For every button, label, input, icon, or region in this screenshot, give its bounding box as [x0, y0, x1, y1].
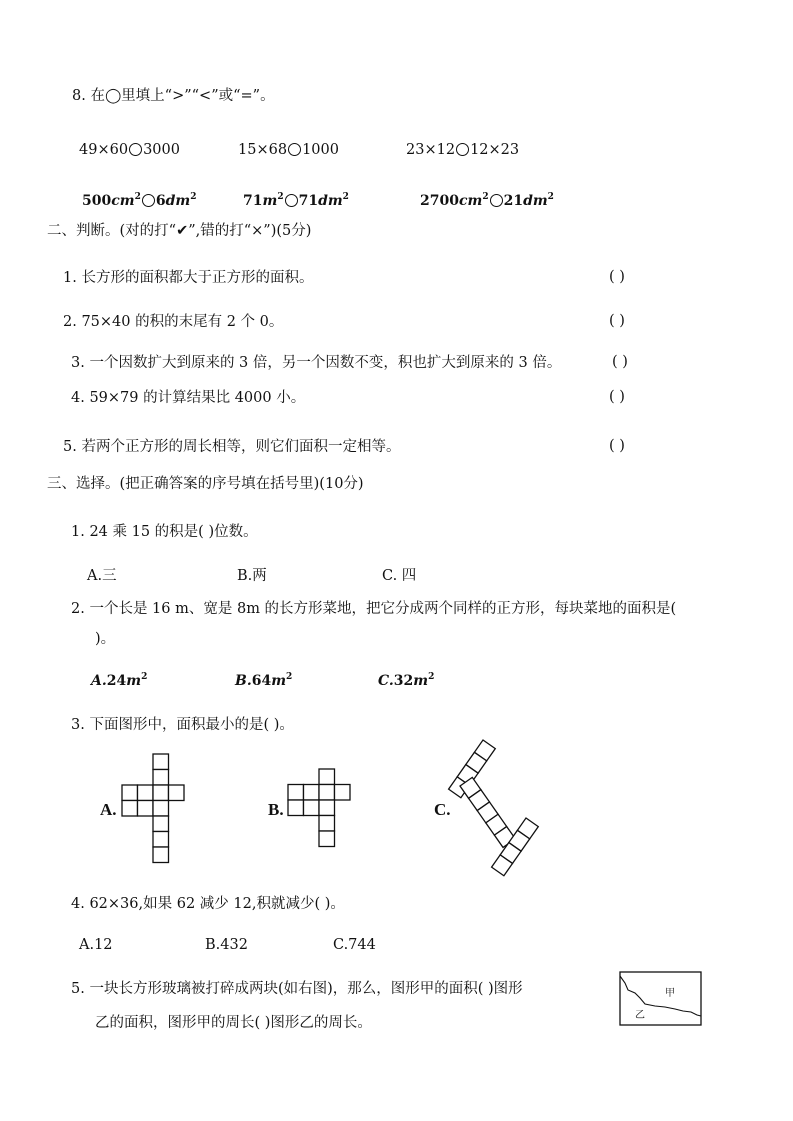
blank-circle[interactable]: [490, 194, 503, 207]
q8-compare-3: 23×12 12×23: [406, 142, 520, 158]
choice-q1-option-b: B.两: [237, 568, 267, 584]
grid-figure-b: [287, 768, 352, 848]
q8-compare-6: $2700cm^2$ $21dm^2$: [420, 192, 554, 209]
broken-glass-figure: [619, 971, 703, 1027]
choice-q1: 1. 24 乘 15 的积是( )位数。: [71, 524, 258, 540]
choice-q4-option-c: C.744: [333, 937, 376, 953]
choice-q5-line2: 乙的面积，图形甲的周长( )图形乙的周长。: [95, 1015, 372, 1031]
q8-compare-4: $500cm^2$ $6dm^2$: [82, 192, 197, 209]
answer-paren[interactable]: ( ): [612, 354, 628, 370]
figure-label-yi: 乙: [635, 1010, 645, 1021]
q8-compare-1: 49×60 3000: [79, 142, 180, 158]
choice-q2-line1: 2. 一个长是 16 m、宽是 8m 的长方形菜地，把它分成两个同样的正方形，每块菜地的面积是(: [71, 601, 677, 617]
figure-label-jia: 甲: [665, 988, 675, 999]
blank-circle[interactable]: [142, 194, 155, 207]
blank-circle[interactable]: [288, 143, 301, 156]
figure-label-a: A.: [100, 800, 117, 819]
choice-q4-option-b: B.432: [205, 937, 248, 953]
choice-q4-option-a: A.12: [79, 937, 113, 953]
choice-q4: 4. 62×36,如果 62 减少 12,积就减少( )。: [71, 896, 345, 912]
choice-q5-line1: 5. 一块长方形玻璃被打碎成两块(如右图)，那么，图形甲的面积( )图形: [71, 981, 523, 997]
choice-q3: 3. 下面图形中，面积最小的是( )。: [71, 717, 294, 733]
answer-paren[interactable]: ( ): [609, 313, 625, 329]
figure-label-b: B.: [268, 800, 284, 819]
judge-item-3: 3. 一个因数扩大到原来的 3 倍，另一个因数不变，积也扩大到原来的 3 倍。: [71, 355, 562, 371]
blank-circle[interactable]: [456, 143, 469, 156]
grid-figure-a: [121, 753, 186, 865]
choice-q1-option-c: C. 四: [382, 568, 417, 584]
figure-label-c: C.: [434, 800, 451, 819]
blank-circle[interactable]: [285, 194, 298, 207]
answer-paren[interactable]: ( ): [609, 438, 625, 454]
answer-paren[interactable]: ( ): [609, 269, 625, 285]
choice-q2-line2: )。: [95, 631, 116, 647]
q8-compare-5: $71m^2$ $71dm^2$: [243, 192, 349, 209]
choice-q2-option-b: $B.64m^2$: [235, 672, 293, 689]
judge-item-5: 5. 若两个正方形的周长相等，则它们面积一定相等。: [63, 439, 401, 455]
judge-item-1: 1. 长方形的面积都大于正方形的面积。: [63, 270, 314, 286]
judge-item-2: 2. 75×40 的积的末尾有 2 个 0。: [63, 314, 284, 330]
choice-q1-option-a: A.三: [87, 568, 117, 584]
q8-compare-2: 15×68 1000: [238, 142, 339, 158]
choice-q2-option-a: $A.24m^2$: [91, 672, 148, 689]
section2-title: 二、判断。(对的打“✔”,错的打“×”)(5分): [47, 223, 312, 239]
answer-paren[interactable]: ( ): [609, 389, 625, 405]
choice-q2-option-c: $C.32m^2$: [378, 672, 435, 689]
judge-item-4: 4. 59×79 的计算结果比 4000 小。: [71, 390, 306, 406]
section3-title: 三、选择。(把正确答案的序号填在括号里)(10分): [47, 476, 364, 492]
q8-title: 8. 在◯里填上“>”“<”或“=”。: [72, 88, 275, 104]
blank-circle[interactable]: [129, 143, 142, 156]
grid-figure-c: [455, 738, 545, 878]
